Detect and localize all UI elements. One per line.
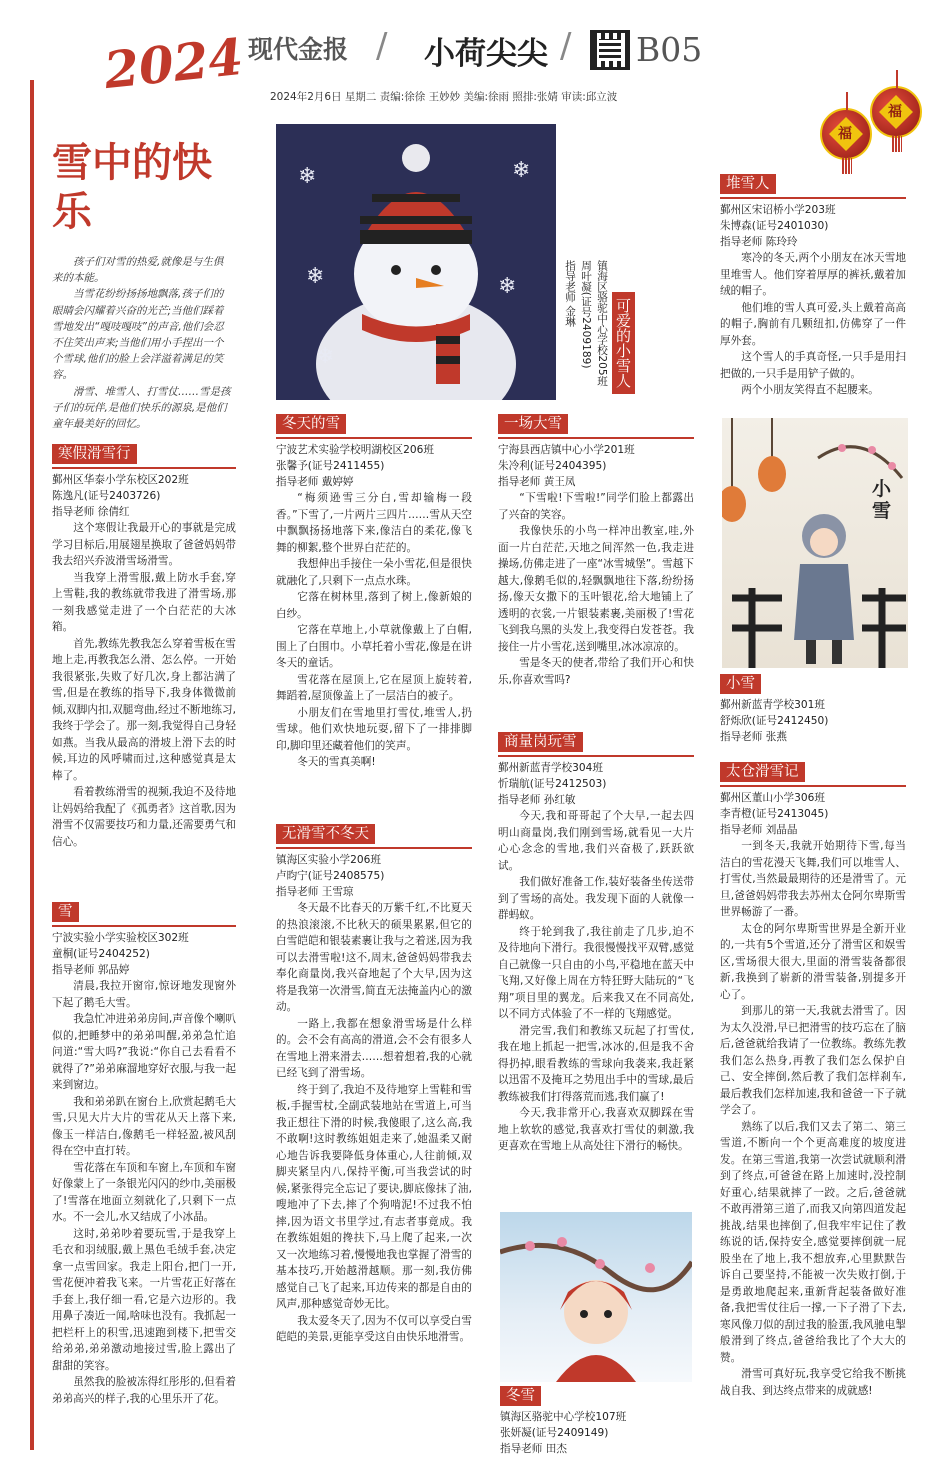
lantern-icon xyxy=(820,108,872,160)
byline-teacher: 指导老师 田杰 xyxy=(500,1443,567,1455)
byline-author: 李青橙(证号2413045) xyxy=(720,808,829,820)
article-paragraph: 它落在草地上,小草就像戴上了白帽,围上了白围巾。小草托着小雪花,像是在讲冬天的童话。 xyxy=(276,624,472,669)
article-paragraph: 首先,教练先教我怎么穿着雪板在雪地上走,再教我怎么滑、怎么停。一开始我很紧张,失败了好几次,身上都沾满了雪,但是在教练的指导下,我身体微微前倾,双脚内扣,双腿弯曲,经过不断地练习,我终于学会了。那一刻,我觉得自己身轻如燕。当我从最高的滑坡上滑下去的时候,耳边的风呼啸而过,这种感觉真是太棒了。 xyxy=(52,637,236,782)
byline-vertical-teacher: 指导老师 金琳 xyxy=(564,260,576,327)
article-title: 雪 xyxy=(52,902,79,922)
intro-paragraph: 当雪花纷纷扬扬地飘落,孩子们的眼睛会闪耀着兴奋的光芒;当他们踩着雪地发出“嘎吱嘎吱”的声音,他们会忍不住笑出声来;当他们用小手捏出一个个雪球,他们的脸上会洋溢着满足的笑容。 xyxy=(52,288,224,382)
byline-teacher: 指导老师 刘晶晶 xyxy=(720,824,798,836)
issue-meta: 2024年2月6日 星期二 责编:徐徐 王妙妙 美编:徐雨 照排:张婧 审读:邱立波 xyxy=(270,91,618,103)
article-paragraph: 滑雪可真好玩,我享受它给我不断挑战自我、到达终点带来的成就感! xyxy=(720,1368,906,1397)
article-paragraph: 我像快乐的小鸟一样冲出教室,哇,外面一片白茫茫,天地之间浑然一色,我走进操场,仿佛走进了一座“冰雪城堡”。雪越下越大,像鹅毛似的,轻飘飘地往下落,纷纷扬扬,像天女撒下的玉叶银花,给大地铺上了透明的衣裳,一片银装素裹,美丽极了!雪花飞到我乌黑的头发上,我变得白发苍苍。我接住一片小雪花,送到嘴里,冰冰凉凉的。 xyxy=(498,525,694,653)
byline-school: 鄞州区董山小学306班 xyxy=(720,792,825,804)
snowflake-icon: ❄ xyxy=(498,274,517,299)
article-paragraph: 雪是冬天的使者,带给了我们开心和快乐,你喜欢雪吗? xyxy=(498,657,694,686)
article-duixueren xyxy=(720,174,906,399)
article-title: 商量岗玩雪 xyxy=(498,732,583,752)
article-paragraph: 它落在树林里,落到了树上,像新娘的白纱。 xyxy=(276,591,472,620)
article-paragraph: 清晨,我拉开窗帘,惊讶地发现窗外下起了鹅毛大雪。 xyxy=(52,980,236,1009)
article-title: 太仓滑雪记 xyxy=(720,762,805,782)
byline-school: 宁波实验小学实验校区302班 xyxy=(52,932,189,944)
lantern-icon xyxy=(870,86,922,138)
side-border xyxy=(30,80,34,1450)
article-paragraph: 今天,我非常开心,我喜欢双脚踩在雪地上软软的感觉,我喜欢打雪仗的刺激,我更喜欢在雪地上从高处往下滑行的畅快。 xyxy=(498,1107,694,1152)
article-paragraph: 看着教练滑雪的视频,我迫不及待地让妈妈给我配了《孤勇者》这首歌,因为滑雪不仅需要技巧和力量,还需要勇气和信心。 xyxy=(52,786,236,848)
article-yichang xyxy=(498,414,694,688)
article-paragraph: 当我穿上滑雪服,戴上防水手套,穿上雪鞋,我的教练就带我进了滑雪场,那一刻我感觉走进了一个白茫茫的大冰箱。 xyxy=(52,571,236,633)
divider-slash: / xyxy=(560,26,572,66)
article-xiaoxue xyxy=(720,674,906,745)
article-paragraph: “下雪啦!下雪啦!”同学们脸上都露出了兴奋的笑容。 xyxy=(498,492,694,521)
article-paragraph: 今天,我和哥哥起了个大早,一起去四明山商量岗,我们刚到雪场,就看见一大片心心念念的雪地,我们兴奋极了,跃跃欲试。 xyxy=(498,810,694,872)
article-paragraph: 雪花落在屋顶上,它在屋顶上旋转着,舞蹈着,屋顶像盖上了一层洁白的被子。 xyxy=(276,673,472,702)
byline-author: 卢昀宁(证号2408575) xyxy=(276,870,385,882)
year-art: 2024 xyxy=(101,26,246,101)
byline-author: 张妍凝(证号2409149) xyxy=(500,1427,609,1439)
snowflake-icon: ❄ xyxy=(512,158,531,183)
byline-vertical-author: 周叶凝(证号2409189) xyxy=(580,260,592,369)
snowflake-icon: ❄ xyxy=(298,164,317,189)
article-header xyxy=(720,762,906,787)
article-title: 无滑雪不冬天 xyxy=(276,824,375,844)
article-paragraph: 滑完雪,我们和教练又玩起了打雪仗,我在地上抓起一把雪,冰冰的,但是我不舍得扔掉,眼看教练的雪球向我袭来,我赶紧以迅雷不及掩耳之势甩出手中的雪球,最后教练被我们打得落荒而逃,我们赢了! xyxy=(498,1024,694,1103)
byline-school: 宁海县西店镇中心小学201班 xyxy=(498,444,635,456)
article-header xyxy=(52,444,236,469)
article-paragraph: 熟练了以后,我们又去了第二、第三雪道,不断向一个个更高难度的坡度进发。在第三雪道,我第一次尝试就顺利滑到了终点,可爸爸在路上加速时,没控制好重心,结果就摔了一跤。之后,爸爸就不敢再滑第三道了,而我又向第四道发起挑战,结果也摔倒了,但我牢牢记住了教练说的话,保持安全,感觉要摔倒就一屁股坐在了地上,我不想放弃,心里默默告诉自己要坚持,不能被一次失败打倒,于是勇敢地爬起来,重新背起装备做好准备,我把雪仗往后一撑,一下子滑了下去,寒风像刀似的刮过我的脸蛋,我风驰电掣般滑到了终点,爸爸给我比了个大大的赞。 xyxy=(720,1120,906,1364)
article-title: 寒假滑雪行 xyxy=(52,444,137,464)
byline-author: 陈逸凡(证号2403726) xyxy=(52,490,161,502)
newspaper-name: 现代金报 xyxy=(248,35,349,64)
byline-teacher: 指导老师 黄王凤 xyxy=(498,476,576,488)
article-paragraph: 冬天的雪真美啊! xyxy=(297,756,376,768)
article-dongtian xyxy=(276,414,472,771)
article-title: 冬天的雪 xyxy=(276,414,346,434)
article-taicang xyxy=(720,762,906,1399)
article-paragraph: 雪花落在车顶和车窗上,车顶和车窗好像蒙上了一条银光闪闪的纱巾,美丽极了!雪落在地面立刻就化了,只剩下一点水。不一会儿,水又结成了小冰晶。 xyxy=(52,1161,236,1223)
article-title: 堆雪人 xyxy=(720,174,776,194)
byline-school: 鄞州新蓝青学校304班 xyxy=(498,762,603,774)
masthead xyxy=(0,0,934,120)
byline-school: 宁波艺术实验学校明湖校区206班 xyxy=(276,444,434,456)
byline-teacher: 指导老师 徐倩红 xyxy=(52,506,130,518)
article-paragraph: 小朋友们在雪地里打雪仗,堆雪人,扔雪球。他们欢快地玩耍,留下了一排排脚印,脚印里还藏着他们的笑声。 xyxy=(276,706,472,752)
article-paragraph: 一到冬天,我就开始期待下雪,每当洁白的雪花漫天飞舞,我们可以堆雪人、打雪仗,当然最最期待的还是滑雪了。元旦,爸爸妈妈带我去苏州太仓阿尔卑斯雪世界畅游了一番。 xyxy=(720,840,906,918)
lantern-char: 福 xyxy=(838,126,852,142)
article-paragraph: 寒冷的冬天,两个小朋友在冰天雪地里堆雪人。他们穿着厚厚的裤袄,戴着加绒的帽子。 xyxy=(720,252,906,297)
article-header xyxy=(276,824,472,849)
article-paragraph: 我们做好准备工作,装好装备坐传送带到了雪场的高处。我发现下面的人就像一群蚂蚁。 xyxy=(498,876,694,921)
article-paragraph: 我想伸出手接住一朵小雪花,但是很快就融化了,只剩下一点点水珠。 xyxy=(276,558,472,587)
article-paragraph: 这个寒假让我最开心的事就是完成学习目标后,用展翅星换取了爸爸妈妈带我去绍兴乔波滑雪场滑雪。 xyxy=(52,522,236,567)
article-title: 一场大雪 xyxy=(498,414,568,434)
article-title: 小雪 xyxy=(720,674,761,694)
article-header xyxy=(720,174,906,199)
article-paragraph: 这个雪人的手真奇怪,一只手是用扫把做的,一只手是用铲子做的。 xyxy=(720,351,906,380)
article-paragraph: 终于轮到我了,我往前走了几步,迫不及待地向下滑行。我很慢慢找平双臂,感觉自己就像一只自由的小鸟,平稳地在蓝天中飞翔,又好像上周在方特狂野大陆玩的“飞翔”项目里的翼龙。后来我又在不同高处,以不同方式体验了不一样的飞翔感觉。 xyxy=(498,925,694,1020)
feature-intro xyxy=(52,254,232,432)
byline-author: 朱博森(证号2401030) xyxy=(720,220,829,232)
lantern-char: 福 xyxy=(888,104,902,120)
byline-teacher: 指导老师 郭品婷 xyxy=(52,964,130,976)
byline-author: 舒烁欣(证号2412450) xyxy=(720,715,829,727)
byline-teacher: 指导老师 王雪琼 xyxy=(276,886,354,898)
byline-school: 鄞州新蓝青学校301班 xyxy=(720,699,825,711)
winter-girl-illustration xyxy=(500,1212,692,1382)
article-title-vertical: 可爱的小雪人 xyxy=(612,292,635,394)
article-wuhua xyxy=(276,824,472,1346)
article-paragraph: 终于到了,我迫不及待地穿上雪鞋和雪板,手握雪杖,全副武装地站在雪道上,可当我正想往下滑的时候,我傻眼了,这么高,我不敢啊!这时教练姐姐走来了,她温柔又耐心地告诉我要降低身体重心,人往前倾,双脚夹紧呈内八,保持平衡,可当我尝试的时候,紧张得完全忘记了要诀,脚底像抹了油,嗖地冲了下去,摔了个狗啃泥!不过我不怕摔,因为语文书里学过,有志者事竟成。我在教练姐姐的搀扶下,马上爬了起来,一次又一次地练习着,慢慢地我也掌握了滑雪的基本技巧,开始越滑越顺。那一刻,我仿佛感觉自己飞了起来,耳边传来的都是自由的风声,那种感觉奇妙无比。 xyxy=(276,1083,472,1310)
section-title: 小荷尖尖 xyxy=(424,36,548,72)
divider-slash: / xyxy=(376,26,388,66)
article-hanjia xyxy=(52,444,236,850)
article-paragraph: 虽然我的脸被冻得红彤彤的,但看着弟弟高兴的样子,我的心里乐开了花。 xyxy=(52,1376,236,1405)
article-header xyxy=(276,414,472,439)
article-header xyxy=(52,902,236,927)
article-dongxue xyxy=(500,1386,696,1457)
painting-lettering: 小雪 xyxy=(872,478,892,522)
article-paragraph: “梅须逊雪三分白,雪却输梅一段香。”下雪了,一片两片三四片……雪从天空中飘飘扬扬地落下来,像洁白的柔花,像飞舞的柳絮,整个世界白茫茫的。 xyxy=(276,492,472,554)
article-paragraph: 这时,弟弟吵着要玩雪,于是我穿上毛衣和羽绒服,戴上黑色毛绒手套,决定拿一点雪回家。我走上阳台,把门一开,雪花便冲着我飞来。一片雪花正好落在手套上,我仔细一看,它是六边形的。我用鼻子凑近一闻,啥味也没有。我抓起一把栏杆上的积雪,迅速跑到楼下,把雪交给弟弟,弟弟激动地接过雪,脸上露出了甜甜的笑容。 xyxy=(52,1227,236,1372)
byline-school: 镇海区实验小学206班 xyxy=(276,854,381,866)
article-paragraph: 我急忙冲进弟弟房间,声音像个喇叭似的,把睡梦中的弟弟叫醒,弟弟急忙追问道:“雪大吗?”我说:“你自己去看看不就得了?”弟弟麻溜地穿好衣服,与我一起来到窗边。 xyxy=(52,1013,236,1091)
byline-school: 镇海区骆驼中心学校107班 xyxy=(500,1411,627,1423)
byline-teacher: 指导老师 张燕 xyxy=(720,731,787,743)
qr-code-icon[interactable] xyxy=(590,30,630,70)
article-paragraph: 一路上,我都在想象滑雪场是什么样的。会不会有高高的滑道,会不会有很多人在雪地上滑来滑去……想着想着,我的心就已经飞到了滑雪场。 xyxy=(276,1017,472,1079)
intro-paragraph: 孩子们对雪的热爱,就像是与生俱来的本能。 xyxy=(52,256,224,285)
feature-title: 雪中的快乐 xyxy=(52,139,212,235)
xiaoxue-illustration xyxy=(722,418,908,668)
byline-teacher: 指导老师 孙红敏 xyxy=(498,794,576,806)
snowflake-icon: ❄ xyxy=(306,264,325,289)
page-number: B05 xyxy=(636,30,703,69)
intro-paragraph: 滑雪、堆雪人、打雪仗……雪是孩子们的玩伴,是他们快乐的源泉,是他们童年最美好的回忆。 xyxy=(52,385,231,431)
xiaoxue-painting xyxy=(722,418,908,668)
article-header xyxy=(498,414,694,439)
winter-girl-painting xyxy=(500,1212,692,1382)
byline-teacher: 指导老师 戴婷婷 xyxy=(276,476,354,488)
byline-vertical-school: 镇海区骆驼中心学校205班 xyxy=(596,260,608,387)
byline-author: 张馨予(证号2411455) xyxy=(276,460,385,472)
byline-school: 鄞州区宋诏桥小学203班 xyxy=(720,204,836,216)
article-xue xyxy=(52,902,236,1407)
article-paragraph: 到那儿的第一天,我就去滑雪了。因为太久没滑,早已把滑雪的技巧忘在了脑后,爸爸就给我请了一位教练。教练先教我们怎么热身,再教了我们怎么保护自己、安全摔倒,然后教了我们怎样刹车,最后教我们怎样加速,我和爸爸一下子就学会了。 xyxy=(720,1005,906,1116)
article-paragraph: 两个小朋友笑得直不起腰来。 xyxy=(741,384,879,396)
byline-author: 童桐(证号2404252) xyxy=(52,948,150,960)
article-paragraph: 冬天最不比春天的万紫千红,不比夏天的热浪滚滚,不比秋天的硕果累累,但它的白雪皑皑和银装素裹让我与之着迷,因为我可以去滑雪啦!这不,周末,爸爸妈妈带我去奉化商量岗,我兴奋地起了个大早,因为这将是我第一次滑雪,简直无法掩盖内心的激动。 xyxy=(276,902,472,1013)
byline-teacher: 指导老师 陈玲玲 xyxy=(720,236,798,248)
byline-author: 朱冷利(证号2404395) xyxy=(498,460,607,472)
article-shangliang xyxy=(498,732,694,1155)
article-header xyxy=(498,732,694,757)
article-title: 冬雪 xyxy=(500,1386,541,1406)
article-paragraph: 我和弟弟趴在窗台上,欣赏起鹅毛大雪,只见大片大片的雪花从天上落下来,像玉一样洁白,像鹅毛一样轻盈,被风刮得在空中直打转。 xyxy=(52,1095,236,1157)
article-paragraph: 太仓的阿尔卑斯雪世界是全新开业的,一共有5个雪道,还分了滑雪区和娱雪区,雪场很大很大,里面的滑雪装备都很新,我换到了崭新的滑雪装备,别提多开心了。 xyxy=(720,922,906,1001)
byline-school: 鄞州区华泰小学东校区202班 xyxy=(52,474,189,486)
snowman-painting xyxy=(276,124,556,400)
snowflake-icon: ❄ xyxy=(316,344,335,369)
article-paragraph: 我太爱冬天了,因为不仅可以享受白雪皑皑的美景,更能享受这自由快乐地滑雪。 xyxy=(276,1314,472,1343)
byline-author: 忻瑞航(证号2412503) xyxy=(498,778,607,790)
article-paragraph: 他们堆的雪人真可爱,头上戴着高高的帽子,胸前有几颗纽扣,仿佛穿了一件厚外套。 xyxy=(720,301,906,347)
